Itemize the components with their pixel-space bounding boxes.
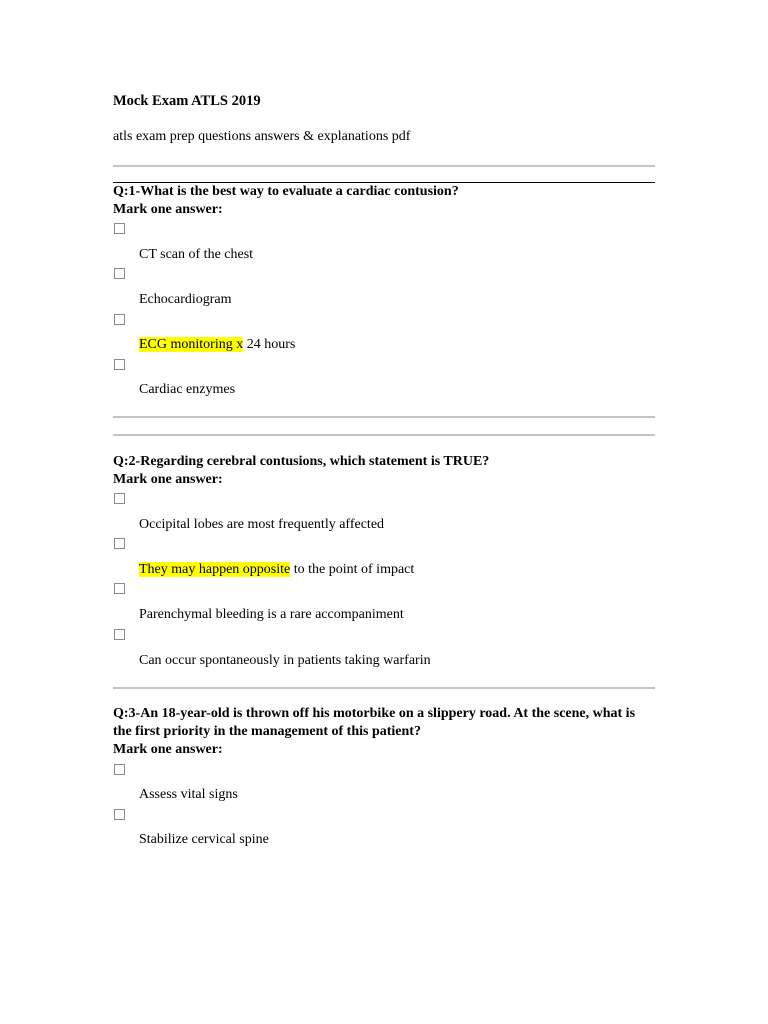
question-1-option-3 (139, 336, 295, 354)
question-2-option-4: Can occur spontaneously in patients taking warfarin (139, 653, 431, 668)
question-3-text: Q:3-An 18-year-old is thrown off his motorbike on a slippery road. At the scene, what is the first priority in the management of this patient? (113, 706, 636, 739)
divider (113, 416, 655, 418)
question-3-option-1-checkbox[interactable] (114, 764, 125, 775)
question-1-option-2: Echocardiogram (139, 292, 232, 307)
answer-highlight: They may happen opposite (139, 562, 291, 577)
question-2 (113, 453, 655, 489)
question-2-option-3: Parenchymal bleeding is a rare accompaniment (139, 607, 404, 622)
question-2-option-2-checkbox[interactable] (114, 538, 125, 549)
question-1-option-1-checkbox[interactable] (114, 223, 125, 234)
answer-highlight: ECG monitoring x (139, 337, 244, 352)
divider (113, 165, 655, 167)
question-3-option-2: Stabilize cervical spine (139, 832, 269, 847)
question-3-prompt: Mark one answer: (113, 742, 223, 757)
question-2-text: Q:2-Regarding cerebral contusions, which statement is TRUE? (113, 454, 490, 469)
question-2-option-4-checkbox[interactable] (114, 629, 125, 640)
question-2-option-2 (139, 561, 414, 579)
question-1-option-1: CT scan of the chest (139, 247, 254, 262)
question-2-option-3-checkbox[interactable] (114, 583, 125, 594)
option-text: to the point of impact (290, 562, 415, 577)
divider (113, 434, 655, 436)
divider (113, 687, 655, 689)
question-1-option-4-checkbox[interactable] (114, 359, 125, 370)
question-2-prompt: Mark one answer: (113, 472, 223, 487)
question-1-prompt: Mark one answer: (113, 202, 223, 217)
question-3 (113, 705, 655, 759)
question-1-option-4: Cardiac enzymes (139, 382, 236, 397)
option-text: 24 hours (243, 337, 296, 352)
question-2-option-1-checkbox[interactable] (114, 493, 125, 504)
question-3-option-2-checkbox[interactable] (114, 809, 125, 820)
question-2-option-1: Occipital lobes are most frequently affected (139, 517, 385, 532)
page-title: Mock Exam ATLS 2019 (113, 93, 261, 109)
question-3-option-1: Assess vital signs (139, 787, 238, 802)
question-1-option-3-checkbox[interactable] (114, 314, 125, 325)
question-1 (113, 183, 655, 219)
page-subtitle: atls exam prep questions answers & explanations pdf (113, 129, 411, 144)
question-1-option-2-checkbox[interactable] (114, 268, 125, 279)
question-1-text: Q:1-What is the best way to evaluate a cardiac contusion? (113, 184, 459, 199)
